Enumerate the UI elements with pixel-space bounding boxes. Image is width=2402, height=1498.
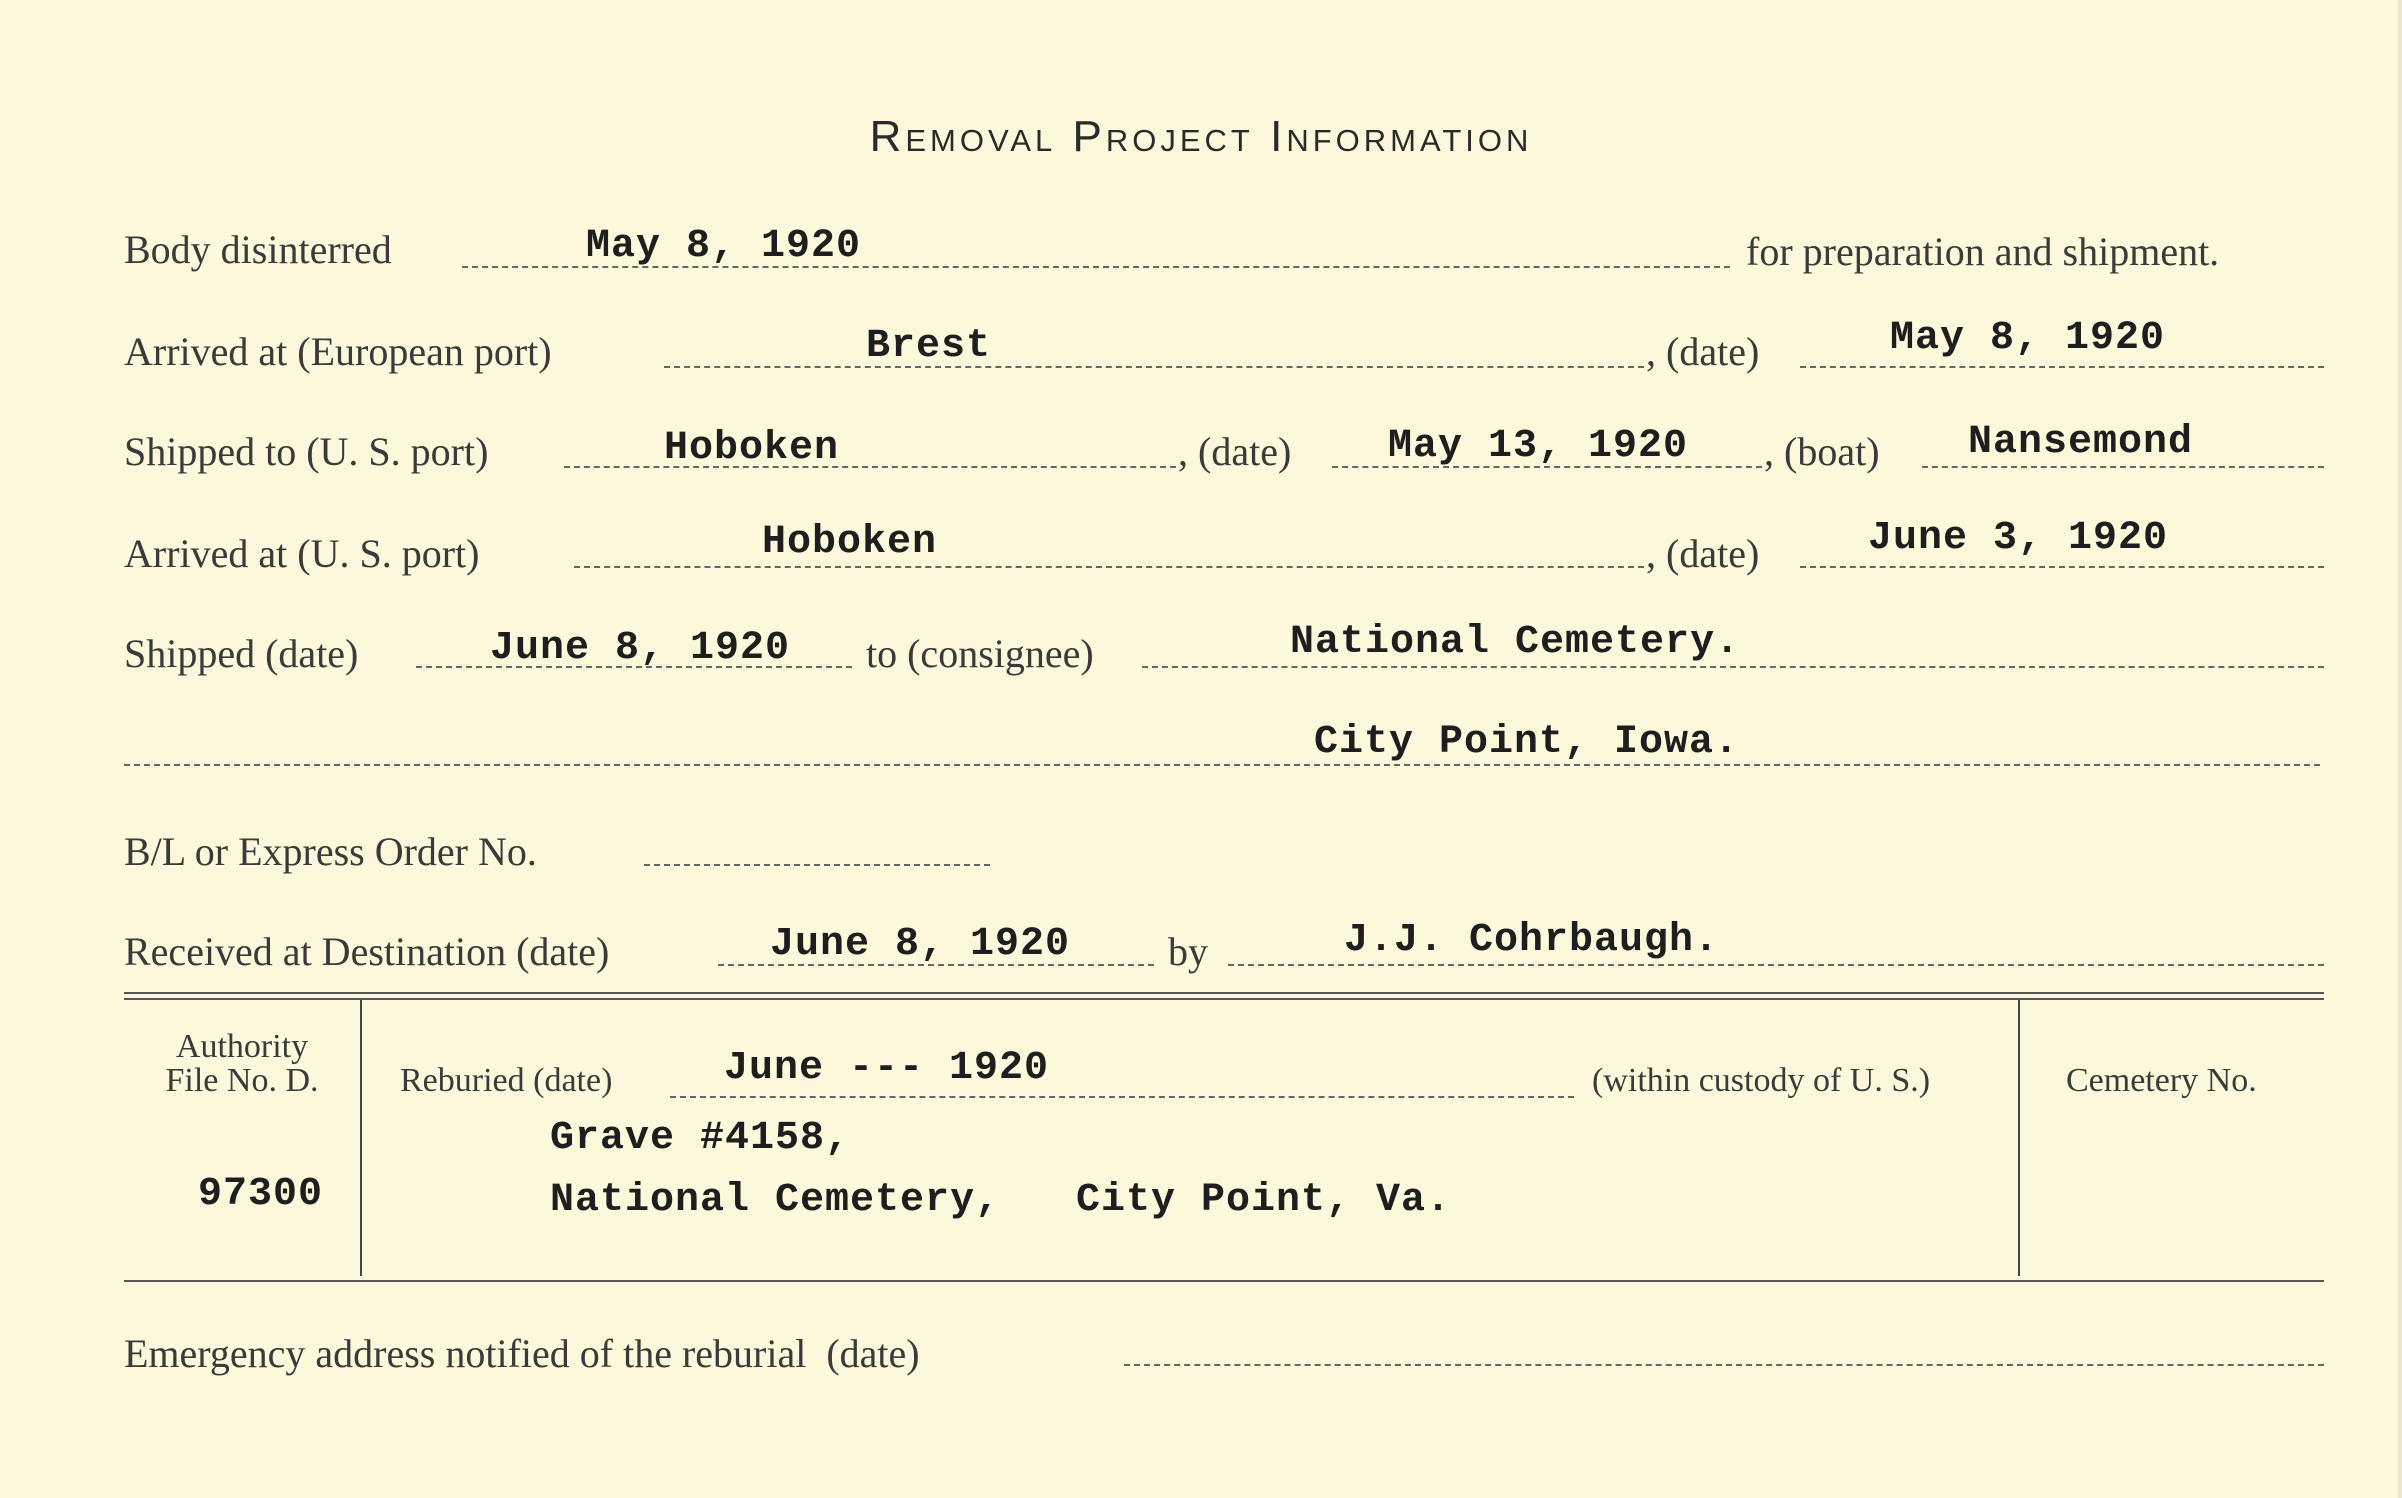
shipped-date-label: Shipped (date) (124, 631, 359, 676)
shipped-us-boat-line (1922, 466, 2324, 468)
arrived-us-date-line (1800, 566, 2324, 568)
arrived-us-port: Hoboken (762, 520, 938, 565)
box-top-rule-1 (124, 992, 2324, 994)
consignee-line-2 (124, 764, 2320, 766)
arrived-us-label: Arrived at (U. S. port) (124, 531, 480, 576)
shipped-us-port-line (564, 466, 1176, 468)
disinterred-label: Body disinterred (124, 227, 392, 272)
received-by: J.J. Cohrbaugh. (1344, 918, 1720, 963)
arrived-us-port-line (574, 566, 1644, 568)
box-bottom-rule (124, 1280, 2324, 1282)
custody-label: (within custody of U. S.) (1592, 1062, 1931, 1099)
emergency-label: Emergency address notified of the reburial (date) (124, 1331, 920, 1376)
authority-label-line-1: Authority (175, 1028, 309, 1065)
emergency-line (1124, 1364, 2324, 1366)
bl-line (644, 864, 990, 866)
arrived-eu-port-line (664, 366, 1644, 368)
reburied-label: Reburied (date) (400, 1062, 613, 1099)
reburied-line (670, 1096, 1574, 1098)
page-title: Removal Project Information (869, 112, 1533, 161)
shipped-us-label: Shipped to (U. S. port) (124, 429, 489, 474)
disinterred-suffix: for preparation and shipment. (1746, 229, 2220, 274)
grave-number: Grave #4158, (550, 1116, 851, 1161)
arrived-eu-date: May 8, 1920 (1890, 316, 2166, 361)
arrived-us-date-label: , (date) (1646, 531, 1760, 576)
reburied-date: June --- 1920 (724, 1046, 1050, 1091)
received-by-label: by (1168, 929, 1208, 974)
received-label: Received at Destination (date) (124, 929, 610, 974)
consignee-label: to (consignee) (866, 631, 1094, 676)
consignee-line (1142, 666, 2324, 668)
box-top-rule-2 (124, 998, 2324, 1000)
cemetery-number-label: Cemetery No. (2066, 1062, 2257, 1099)
arrived-eu-label: Arrived at (European port) (124, 329, 552, 374)
authority-label-line-2: File No. D. (165, 1062, 319, 1099)
shipped-date: June 8, 1920 (490, 626, 791, 671)
arrived-eu-port: Brest (866, 324, 992, 369)
grave-cemetery: National Cemetery, (550, 1178, 1001, 1223)
bl-label: B/L or Express Order No. (124, 829, 537, 874)
shipped-us-date-label: , (date) (1178, 429, 1292, 474)
consignee-value-2: City Point, Iowa. (1314, 720, 1740, 765)
shipped-us-port: Hoboken (664, 426, 840, 471)
authority-file-number: 97300 (198, 1172, 324, 1217)
shipped-us-boat-label: , (boat) (1764, 429, 1880, 474)
arrived-us-date: June 3, 1920 (1868, 516, 2169, 561)
received-date: June 8, 1920 (770, 922, 1071, 967)
shipped-us-date: May 13, 1920 (1388, 424, 1689, 469)
shipped-us-boat: Nansemond (1968, 420, 2194, 465)
consignee-value: National Cemetery. (1290, 620, 1741, 665)
authority-label (124, 1030, 360, 1098)
box-divider-right (2018, 1000, 2020, 1276)
box-divider-left (360, 1000, 362, 1276)
arrived-eu-date-line (1800, 366, 2324, 368)
arrived-eu-date-label: , (date) (1646, 329, 1760, 374)
grave-location: City Point, Va. (1076, 1178, 1452, 1223)
disinterred-value: May 8, 1920 (586, 224, 862, 269)
received-by-line (1228, 964, 2324, 966)
